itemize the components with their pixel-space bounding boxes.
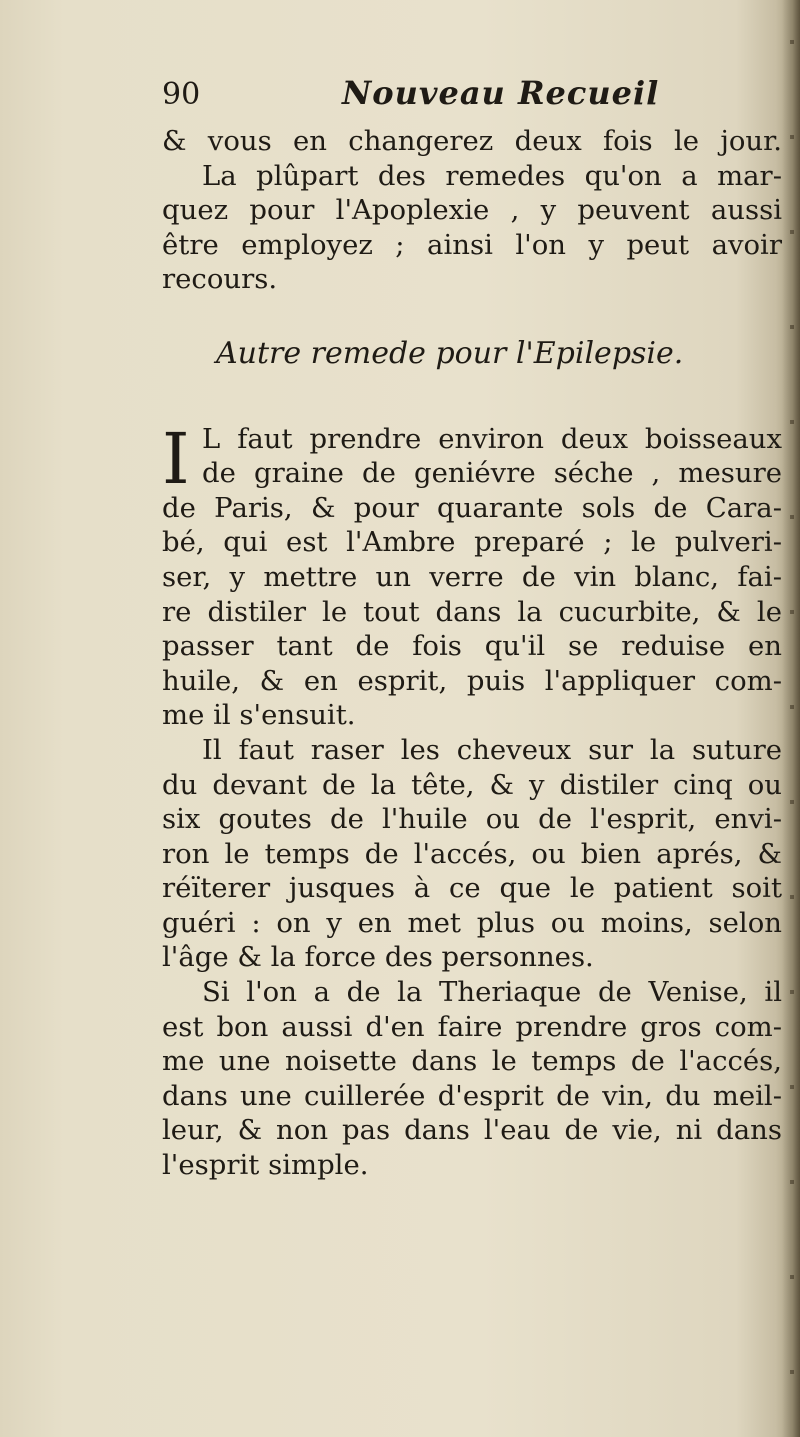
paragraph-application xyxy=(162,733,782,975)
section-title: Autre remede pour l'Epilepsie. xyxy=(216,335,684,371)
text-line: l'esprit simple. xyxy=(162,1149,369,1182)
running-title: Nouveau Recueil xyxy=(342,74,660,112)
text-line: & vous en changerez deux fois le jour. xyxy=(162,125,782,157)
text-line: recours. xyxy=(162,263,278,296)
page-text xyxy=(162,72,782,1183)
page-header xyxy=(162,72,782,124)
text-line: re distiler le tout dans la cucurbite, & le xyxy=(162,595,782,628)
text-line: La plûpart des remedes qu'on a mar- xyxy=(202,159,782,192)
text-line: du devant de la tête, & y distiler cinq ou xyxy=(162,768,782,801)
text-line: dans une cuillerée d'esprit de vin, du meil- xyxy=(162,1079,782,1112)
text-line: l'âge & la force des personnes. xyxy=(162,941,594,974)
text-line: ser, y mettre un verre de vin blanc, fai- xyxy=(162,560,782,593)
text-line: six goutes de l'huile ou de l'esprit, envi- xyxy=(162,803,782,836)
text-line: me il s'ensuit. xyxy=(162,699,356,732)
text-line: quez pour l'Apoplexie , y peuvent aussi xyxy=(162,194,782,227)
text-line: passer tant de fois qu'il se reduise en xyxy=(162,630,782,663)
text-line: Si l'on a de la Theriaque de Venise, il xyxy=(202,976,782,1009)
paragraph-theriaque xyxy=(162,975,782,1183)
drop-cap: I xyxy=(162,417,190,500)
text-line: L faut prendre environ deux boisseaux xyxy=(202,422,782,455)
paragraph-apoplexie xyxy=(162,124,782,297)
text-line: bé, qui est l'Ambre preparé ; le pulveri- xyxy=(162,526,782,559)
page-edge xyxy=(790,0,794,1437)
text-line: Il faut raser les cheveux sur la suture xyxy=(202,733,782,766)
text-line: est bon aussi d'en faire prendre gros com- xyxy=(162,1010,782,1043)
page-number: 90 xyxy=(162,77,201,112)
text-line: guéri : on y en met plus ou moins, selon xyxy=(162,906,782,939)
text-line: ron le temps de l'accés, ou bien aprés, & xyxy=(162,837,782,870)
text-line: réïterer jusques à ce que le patient soit xyxy=(162,872,782,905)
text-line: leur, & non pas dans l'eau de vie, ni dans xyxy=(162,1114,782,1147)
text-line: me une noisette dans le temps de l'accés, xyxy=(162,1045,782,1078)
paragraph-recipe xyxy=(162,417,782,733)
text-line: huile, & en esprit, puis l'appliquer com- xyxy=(162,664,782,697)
text-line: de graine de geniévre séche , mesure xyxy=(202,457,782,490)
text-line: être employez ; ainsi l'on y peut avoir xyxy=(162,228,782,261)
text-line: de Paris, & pour quarante sols de Cara- xyxy=(162,491,782,524)
